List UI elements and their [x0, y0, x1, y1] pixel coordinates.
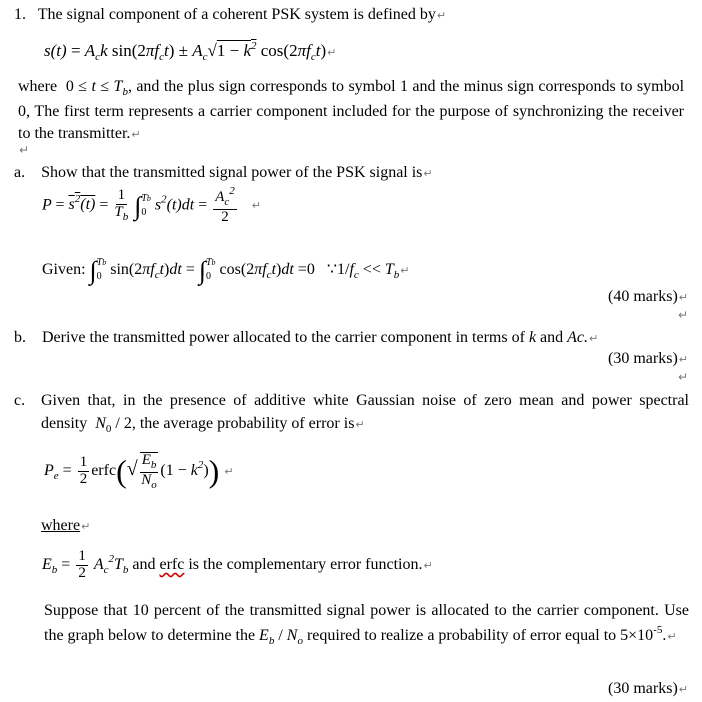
part-b-statement: b. Derive the transmitted power allocated to the carrier component in terms of k and Ac.↵ [14, 329, 599, 346]
part-a-label: a. [14, 164, 26, 181]
where-paragraph: where $0 \le t \le T_b$, and the plus sign corresponds to symbol 1 and the minus sign corresponds to symbol 0, The first term represents a carrier component included for the purpose of synchronizing the receiver to the transmitter.↵ [18, 78, 685, 143]
question-number: 1. [14, 6, 26, 23]
empty-paragraph-mark: ↵ [677, 370, 688, 384]
part-a-marks: (40 marks)↵ [608, 288, 688, 305]
given-label: Given: [42, 261, 86, 278]
signal-equation: $s(t) = A_ck$ $\sin(2\pi f_ct) \pm A_c√1 - k^2$ $\cos(2\pi f_ct)↵$ [44, 40, 337, 63]
part-a-text: Show that the transmitted signal power of the PSK signal is [41, 164, 423, 181]
suppose-paragraph: Suppose that 10 percent of the transmitted signal power is allocated to the carrier component. Use the graph below to determine the $E_b / N_o$ required to realize a probability of error equal to $5\times 10^{-5}.↵$ [44, 602, 689, 647]
empty-paragraph-mark: ↵ [677, 308, 688, 322]
question-header [14, 6, 446, 24]
part-c-marks: (30 marks)↵ [608, 680, 688, 697]
question-intro: The signal component of a coherent PSK system is defined by [37, 6, 436, 23]
where-label: where↵ [41, 517, 91, 534]
part-c-statement: Given that, in the presence of additive white Gaussian noise of zero mean and power spectral density $N_0 / 2$, the average probability of error is↵ [41, 392, 689, 435]
power-equation: $P = s^2(t)$ = $\frac{1}{T_b}$ ∫Tb 0 $s^2(t)dt$ = $\frac{A_c^2}{2}$ ↵ [42, 185, 262, 225]
eb-definition: $E_b$ = $\frac{1}{2}$ $A_c^2T_b$ and erfc is the complementary error function.↵ [42, 548, 433, 581]
part-b-marks: (30 marks)↵ [608, 350, 688, 367]
part-c-label: c. [14, 392, 26, 409]
paragraph-mark: ↵ [436, 9, 447, 22]
part-a-statement: a. Show that the transmitted signal power of the PSK signal is↵ [14, 164, 433, 181]
empty-paragraph-mark: ↵ [19, 143, 30, 157]
pe-equation: $P_e$ = $\frac{1}{2}$ erfc(√ $\frac{E_b}{N_o}$ $(1 - k^2)$) ↵ [44, 452, 234, 491]
part-b-label: b. [14, 329, 26, 346]
given-line: Given: ∫Tb 0 $\sin(2\pi f_ct)dt = \int Tb$ 0 $\cos(2\pi f_ct)dt =0$ $\because 1/f_c$ << $T_b↵$ [42, 256, 410, 285]
